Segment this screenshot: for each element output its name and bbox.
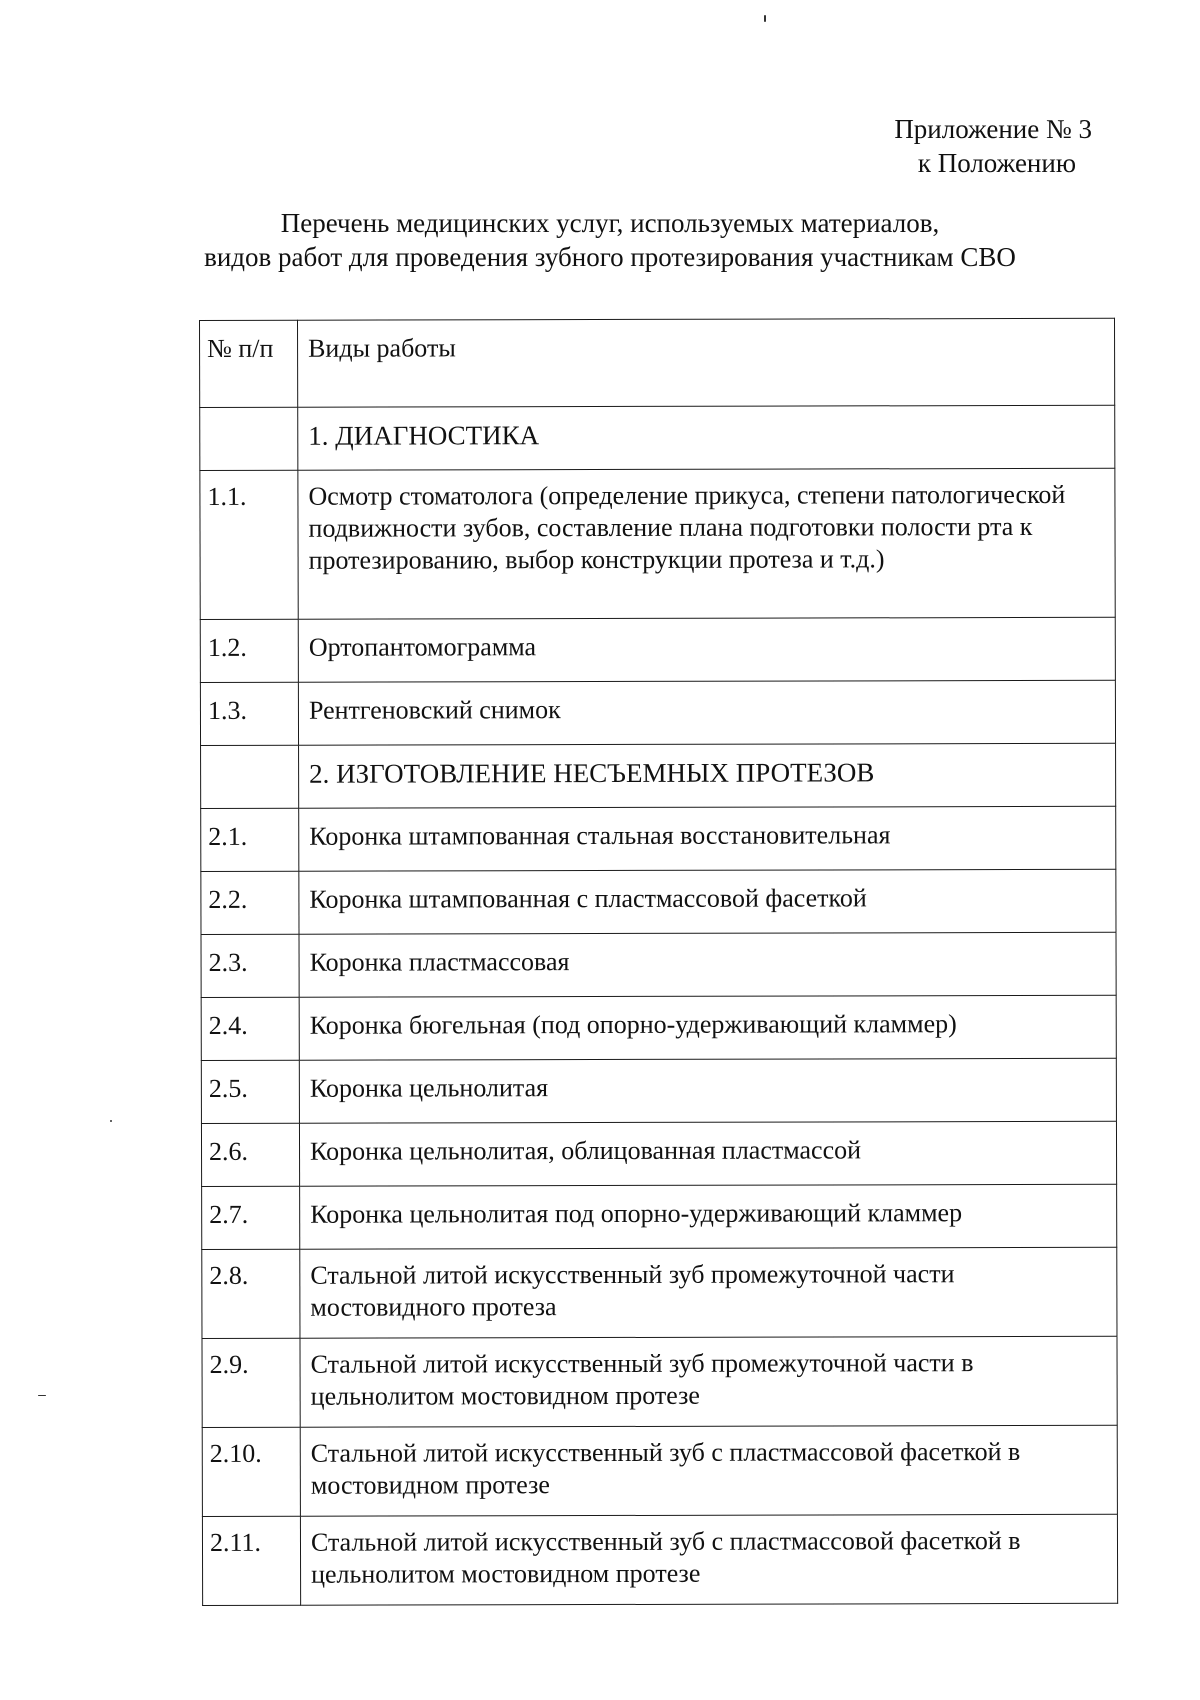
document-title [150,206,1070,274]
section-number-cell [201,745,299,808]
table-row [202,1514,1117,1605]
row-number: 1.3. [200,682,298,745]
row-work: Коронка цельнолитая, облицованная пластмассой [299,1121,1116,1186]
row-number: 2.10. [202,1427,300,1516]
row-number: 2.7. [202,1186,300,1249]
row-work: Коронка бюгельная (под опорно-удерживающий кламмер) [299,995,1116,1060]
appendix-note [894,112,1092,180]
title-line-1: Перечень медицинских услуг, используемых материалов, [280,208,940,238]
row-number: 2.11. [202,1516,300,1605]
table-header-row [200,318,1115,407]
row-work: Стальной литой искусственный зуб промежуточной части в цельнолитом мостовидном протезе [300,1336,1117,1427]
row-work: Ортопантомограмма [298,617,1115,682]
row-work: Рентгеновский снимок [298,680,1115,745]
section-number-cell [200,407,298,470]
row-number: 2.2. [201,871,299,934]
row-number: 2.5. [201,1060,299,1123]
row-work: Коронка цельнолитая под опорно-удерживающий кламмер [300,1184,1117,1249]
table-row [202,1247,1117,1338]
scan-speck [110,1120,112,1122]
table-row [202,1336,1117,1427]
table-row [201,869,1116,934]
title-line-2: видов работ для проведения зубного протезирования участникам СВО [204,242,1016,272]
scan-speck [764,15,766,22]
scan-speck [38,1395,46,1396]
table-row [201,806,1116,871]
row-number: 2.6. [201,1123,299,1186]
row-number: 1.1. [200,470,298,619]
row-work: Стальной литой искусственный зуб с пластмассовой фасеткой в мостовидном протезе [300,1425,1117,1516]
row-number: 2.8. [202,1249,300,1338]
section-row [201,743,1116,808]
table-row [202,1184,1117,1249]
appendix-line-2: к Положению [917,148,1076,178]
row-work: Стальной литой искусственный зуб с пластмассовой фасеткой в цельнолитом мостовидном протезе [300,1514,1117,1605]
table-row [201,1058,1116,1123]
table-row [200,680,1115,745]
row-number: 2.9. [202,1338,300,1427]
row-work: Коронка штампованная с пластмассовой фасеткой [299,869,1116,934]
table-row [202,1425,1117,1516]
row-work: Стальной литой искусственный зуб промежуточной части мостовидного протеза [300,1247,1117,1338]
column-header-number: № п/п [200,320,298,407]
row-work: Коронка цельнолитая [299,1058,1116,1123]
table-row [200,617,1115,682]
row-number: 1.2. [200,619,298,682]
section-title: 1. ДИАГНОСТИКА [298,405,1115,470]
section-title: 2. ИЗГОТОВЛЕНИЕ НЕСЪЕМНЫХ ПРОТЕЗОВ [299,743,1116,808]
row-number: 2.3. [201,934,299,997]
row-work: Коронка штампованная стальная восстановительная [299,806,1116,871]
row-number: 2.1. [201,808,299,871]
appendix-line-1: Приложение № 3 [894,114,1092,144]
row-work: Коронка пластмассовая [299,932,1116,997]
table-row [201,1121,1116,1186]
table-row [201,932,1116,997]
table-row [201,995,1116,1060]
column-header-work: Виды работы [298,318,1115,407]
table-row [200,468,1115,619]
row-number: 2.4. [201,997,299,1060]
row-work: Осмотр стоматолога (определение прикуса, степени патологической подвижности зубов, составление плана подготовки полости рта к протезированию, выбор конструкции протеза и т.д.) [298,468,1115,619]
section-row [200,405,1115,470]
services-table [199,318,1118,1606]
